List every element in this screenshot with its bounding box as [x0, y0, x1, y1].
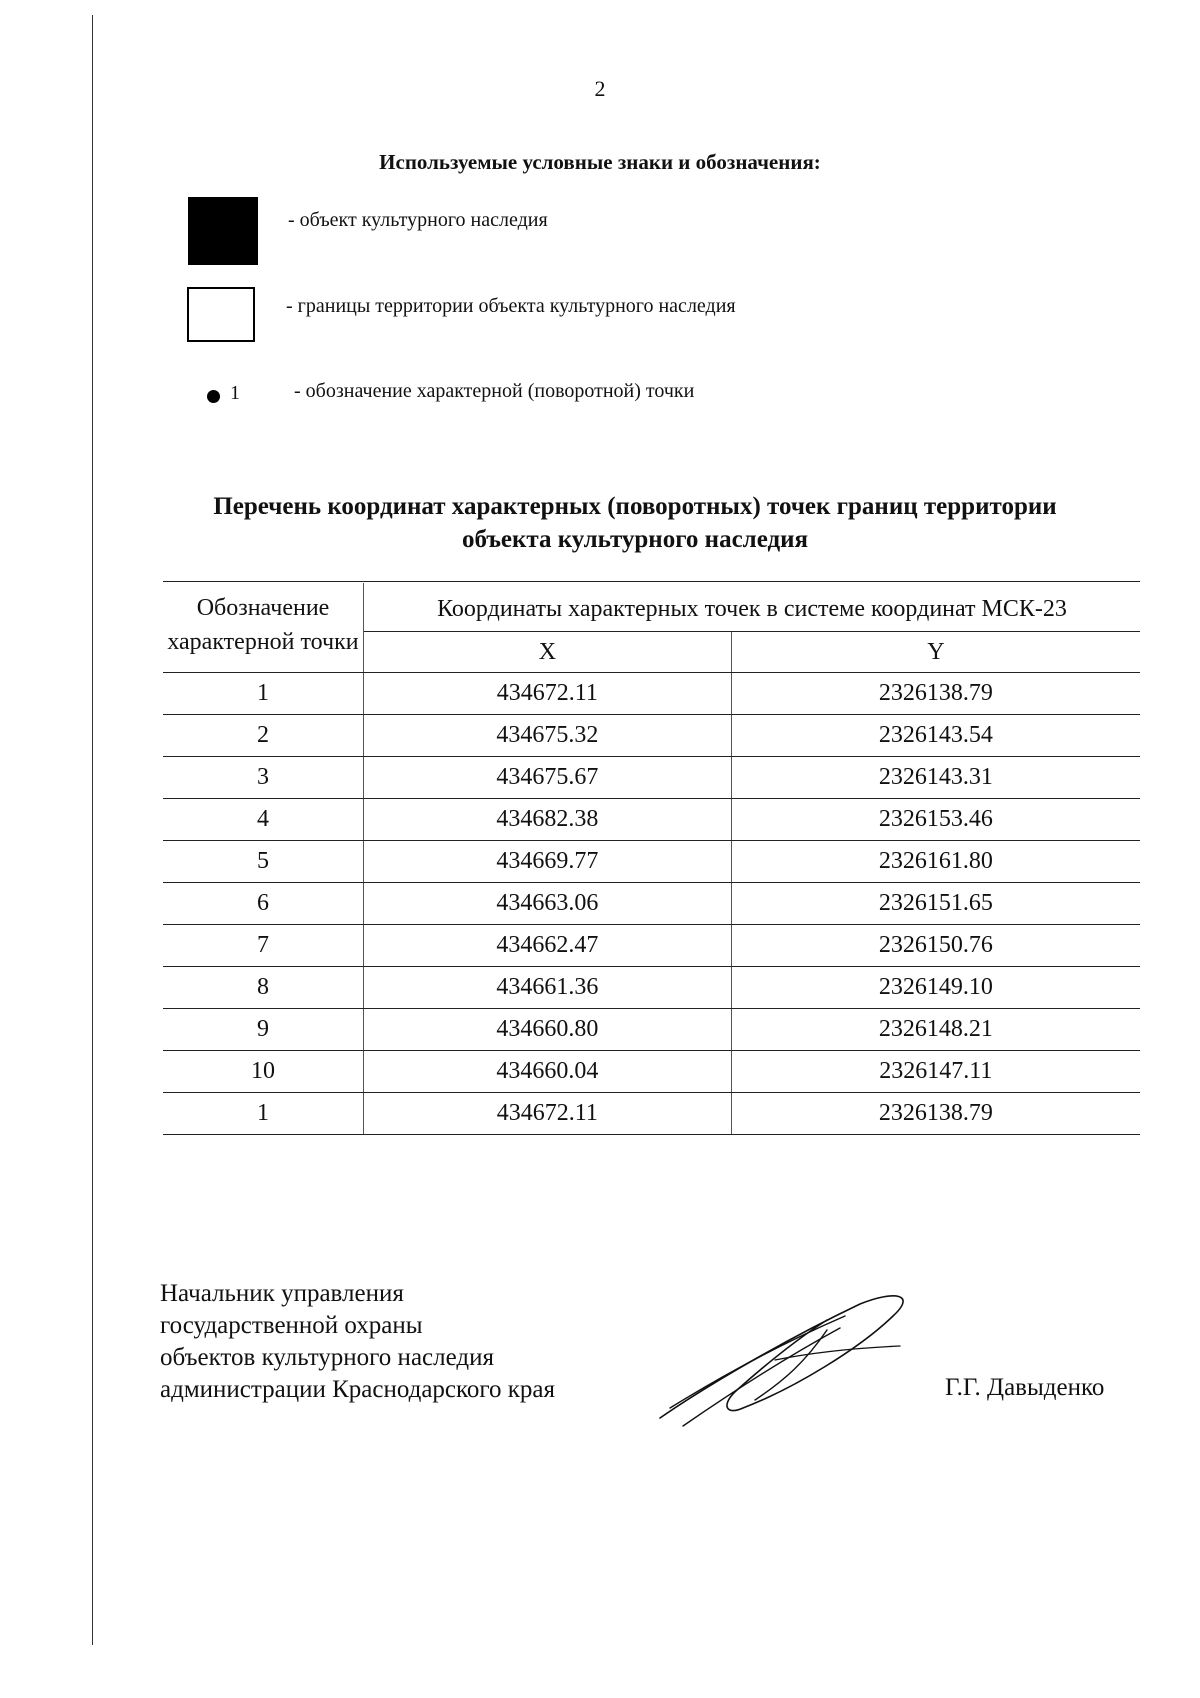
cell-y: 2326147.11 [731, 1051, 1140, 1093]
table-row [163, 925, 1140, 967]
signer-name: Г.Г. Давыденко [945, 1374, 1105, 1401]
table-row [163, 883, 1140, 925]
cell-x: 434682.38 [364, 799, 732, 841]
cell-point: 1 [163, 1093, 364, 1135]
cell-x: 434675.32 [364, 715, 732, 757]
filled-square-icon [188, 197, 258, 265]
cell-y: 2326143.54 [731, 715, 1140, 757]
cell-y: 2326138.79 [731, 1093, 1140, 1135]
point-marker-number: 1 [230, 382, 240, 404]
cell-point: 4 [163, 799, 364, 841]
cell-x: 434672.11 [364, 1093, 732, 1135]
cell-point: 3 [163, 757, 364, 799]
margin-line [92, 15, 93, 1645]
cell-point: 5 [163, 841, 364, 883]
table-row [163, 841, 1140, 883]
table-row [163, 1051, 1140, 1093]
legend-item-turning-point [0, 380, 1200, 440]
page-number: 2 [594, 76, 606, 101]
cell-y: 2326161.80 [731, 841, 1140, 883]
cell-y: 2326149.10 [731, 967, 1140, 1009]
header-y: Y [731, 632, 1140, 673]
table-row [163, 1009, 1140, 1051]
cell-y: 2326153.46 [731, 799, 1140, 841]
cell-y: 2326150.76 [731, 925, 1140, 967]
table-row [163, 967, 1140, 1009]
table-title-line: Перечень координат характерных (поворотных) точек границ территории [213, 493, 1057, 520]
legend-label: - обозначение характерной (поворотной) точки [294, 380, 695, 402]
cell-point: 7 [163, 925, 364, 967]
handwritten-signature [655, 1290, 925, 1430]
cell-point: 9 [163, 1009, 364, 1051]
table-row [163, 1093, 1140, 1135]
cell-y: 2326138.79 [731, 673, 1140, 715]
header-x: X [364, 632, 732, 673]
signer-position-line: Начальник управления [160, 1280, 404, 1307]
cell-x: 434669.77 [364, 841, 732, 883]
header-coordinate-system: Координаты характерных точек в системе координат МСК-23 [364, 583, 1141, 632]
legend-label: - границы территории объекта культурного наследия [286, 295, 736, 317]
cell-x: 434675.67 [364, 757, 732, 799]
table-row [163, 757, 1140, 799]
legend-label: - объект культурного наследия [288, 209, 548, 231]
table-title [130, 490, 1140, 556]
cell-x: 434660.04 [364, 1051, 732, 1093]
legend-title: Используемые условные знаки и обозначения: [379, 150, 821, 174]
cell-point: 1 [163, 673, 364, 715]
signer-position-line: государственной охраны [160, 1312, 423, 1339]
cell-y: 2326148.21 [731, 1009, 1140, 1051]
header-point-designation: Обозначение характерной точки [163, 583, 364, 673]
cell-x: 434660.80 [364, 1009, 732, 1051]
signer-position-line: администрации Краснодарского края [160, 1376, 556, 1403]
cell-point: 10 [163, 1051, 364, 1093]
coordinates-table [163, 583, 1140, 1135]
cell-point: 8 [163, 967, 364, 1009]
cell-x: 434661.36 [364, 967, 732, 1009]
signer-position-line: объектов культурного наследия [160, 1344, 494, 1371]
cell-x: 434663.06 [364, 883, 732, 925]
table-row [163, 673, 1140, 715]
cell-x: 434672.11 [364, 673, 732, 715]
point-dot-icon [207, 390, 220, 403]
cell-y: 2326143.31 [731, 757, 1140, 799]
cell-x: 434662.47 [364, 925, 732, 967]
cell-point: 2 [163, 715, 364, 757]
table-title-line: объекта культурного наследия [461, 526, 809, 553]
cell-y: 2326151.65 [731, 883, 1140, 925]
table-row [163, 799, 1140, 841]
table-top-rule [163, 581, 1140, 582]
legend-item-heritage-object [0, 197, 1200, 257]
outlined-square-icon [187, 287, 255, 342]
table-row [163, 715, 1140, 757]
signer-position [160, 1278, 555, 1406]
cell-point: 6 [163, 883, 364, 925]
legend-item-territory-border [0, 287, 1200, 347]
